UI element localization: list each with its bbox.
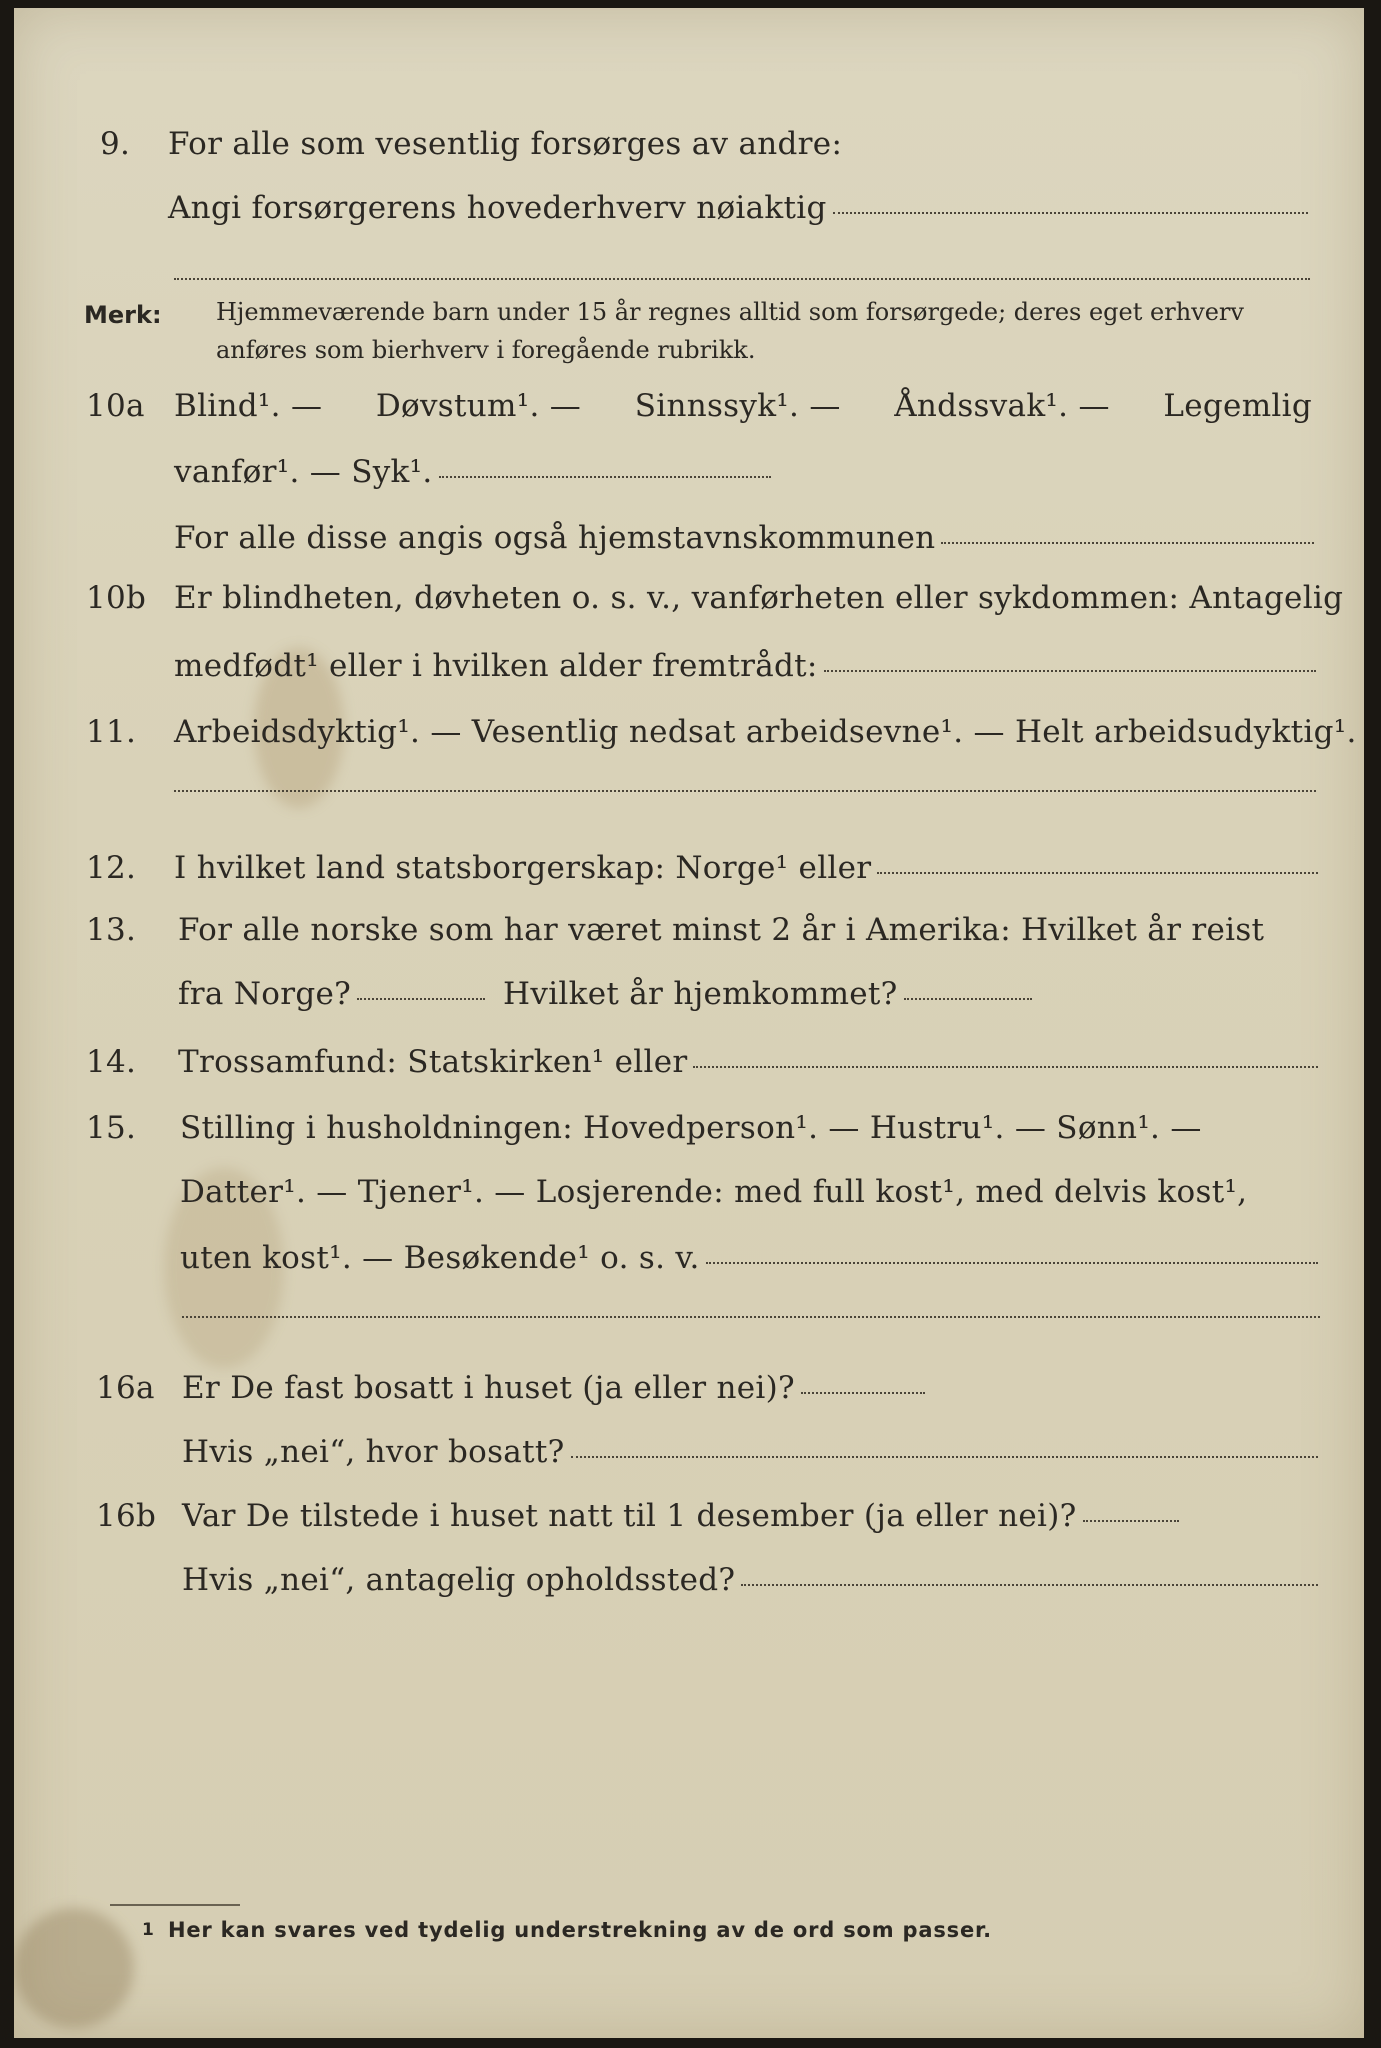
- question-number: 10b: [86, 580, 147, 616]
- answer-field[interactable]: [824, 670, 1316, 672]
- answer-field[interactable]: [877, 872, 1318, 874]
- answer-field[interactable]: [706, 1262, 1318, 1264]
- question-number: 16a: [96, 1370, 155, 1406]
- question-10a-line-2: [14, 448, 1364, 504]
- question-10a: [14, 382, 1364, 438]
- stain: [14, 1908, 134, 2028]
- answer-field[interactable]: [941, 542, 1314, 544]
- question-text: Hvis „nei“, hvor bosatt?: [182, 1434, 565, 1470]
- question-16b-line-2: [14, 1556, 1364, 1612]
- answer-field[interactable]: [801, 1392, 925, 1394]
- note-line-1: Hjemmeværende barn under 15 år regnes alltid som forsørgede; deres eget erhverv: [216, 298, 1244, 326]
- question-13-line-2: [14, 970, 1364, 1026]
- question-text: Arbeidsdyktig¹. — Vesentlig nedsat arbeidsevne¹. — Helt arbeidsudyktig¹.: [174, 714, 1357, 750]
- question-number: 13.: [86, 912, 137, 948]
- question-11: [14, 708, 1364, 764]
- question-number: 11.: [86, 714, 137, 750]
- question-10b: [14, 574, 1364, 630]
- answer-field[interactable]: [174, 278, 1310, 280]
- answer-field[interactable]: [741, 1584, 1318, 1586]
- option-legemlig: Legemlig: [1163, 388, 1312, 424]
- question-15-line-3: [14, 1234, 1364, 1290]
- question-text: Stilling i husholdningen: Hovedperson¹. — Hustru¹. — Sønn¹. —: [180, 1110, 1202, 1146]
- question-10a-line-3: [14, 514, 1364, 570]
- question-text: Er De fast bosatt i huset (ja eller nei)?: [182, 1370, 795, 1406]
- question-text: For alle norske som har været minst 2 år i Amerika: Hvilket år reist: [178, 912, 1265, 948]
- question-text: Datter¹. — Tjener¹. — Losjerende: med full kost¹, med delvis kost¹,: [180, 1174, 1248, 1210]
- question-text: Var De tilstede i huset natt til 1 desember (ja eller nei)?: [182, 1498, 1077, 1534]
- question-text: Trossamfund: Statskirken¹ eller: [178, 1044, 688, 1080]
- question-9: [14, 120, 1364, 176]
- option-blind: Blind¹. —: [174, 388, 323, 424]
- question-text: medfødt¹ eller i hvilken alder fremtrådt:: [174, 648, 818, 684]
- footnote-text: Her kan svares ved tydelig understrekning av de ord som passer.: [168, 1918, 992, 1942]
- question-text: Angi forsørgerens hovederhverv nøiaktig: [168, 190, 827, 226]
- question-9-line-2: [14, 184, 1364, 240]
- question-12: [14, 844, 1364, 900]
- option-sinnssyk: Sinnssyk¹. —: [634, 388, 841, 424]
- note-line-2: anføres som bierhverv i foregående rubrikk.: [216, 336, 756, 364]
- option-andssvak: Åndssvak¹. —: [894, 388, 1110, 424]
- question-text: uten kost¹. — Besøkende¹ o. s. v.: [180, 1240, 700, 1276]
- question-number: 12.: [86, 850, 137, 886]
- question-text: I hvilket land statsborgerskap: Norge¹ eller: [174, 850, 872, 886]
- question-16a: [14, 1364, 1364, 1420]
- answer-field[interactable]: [1083, 1520, 1179, 1522]
- census-form-page: [14, 8, 1364, 2038]
- question-text: Hvis „nei“, antagelig opholdssted?: [182, 1562, 736, 1598]
- question-14: [14, 1038, 1364, 1094]
- answer-field[interactable]: [439, 476, 771, 478]
- answer-field[interactable]: [693, 1066, 1318, 1068]
- answer-field[interactable]: [571, 1456, 1318, 1458]
- option-dovstum: Døvstum¹. —: [375, 388, 582, 424]
- question-text: fra Norge?: [178, 976, 352, 1012]
- question-16b: [14, 1492, 1364, 1548]
- question-number: 14.: [86, 1044, 137, 1080]
- answer-field[interactable]: [182, 1316, 1320, 1318]
- question-15-line-2: [14, 1168, 1364, 1224]
- question-16a-line-2: [14, 1428, 1364, 1484]
- question-13: [14, 906, 1364, 962]
- answer-field-reist[interactable]: [357, 998, 485, 1000]
- answer-field[interactable]: [174, 790, 1316, 792]
- question-15: [14, 1104, 1364, 1160]
- question-text: For alle disse angis også hjemstavnskommunen: [174, 520, 936, 556]
- answer-field[interactable]: [833, 212, 1308, 214]
- question-number: 9.: [100, 126, 131, 162]
- question-text: vanfør¹. — Syk¹.: [174, 454, 433, 490]
- note-label: Merk:: [84, 301, 162, 329]
- question-number: 15.: [86, 1110, 137, 1146]
- footnote-rule: [110, 1904, 240, 1906]
- question-number: 10a: [86, 388, 145, 424]
- question-text: Er blindheten, døvheten o. s. v., vanførheten eller sykdommen: Antagelig: [174, 580, 1344, 616]
- question-number: 16b: [96, 1498, 157, 1534]
- question-text: For alle som vesentlig forsørges av andre:: [168, 126, 843, 162]
- answer-field-hjemkommet[interactable]: [904, 998, 1032, 1000]
- question-text: Hvilket år hjemkommet?: [503, 976, 898, 1012]
- footnote-mark: 1: [142, 1920, 155, 1940]
- question-10b-line-2: [14, 642, 1364, 698]
